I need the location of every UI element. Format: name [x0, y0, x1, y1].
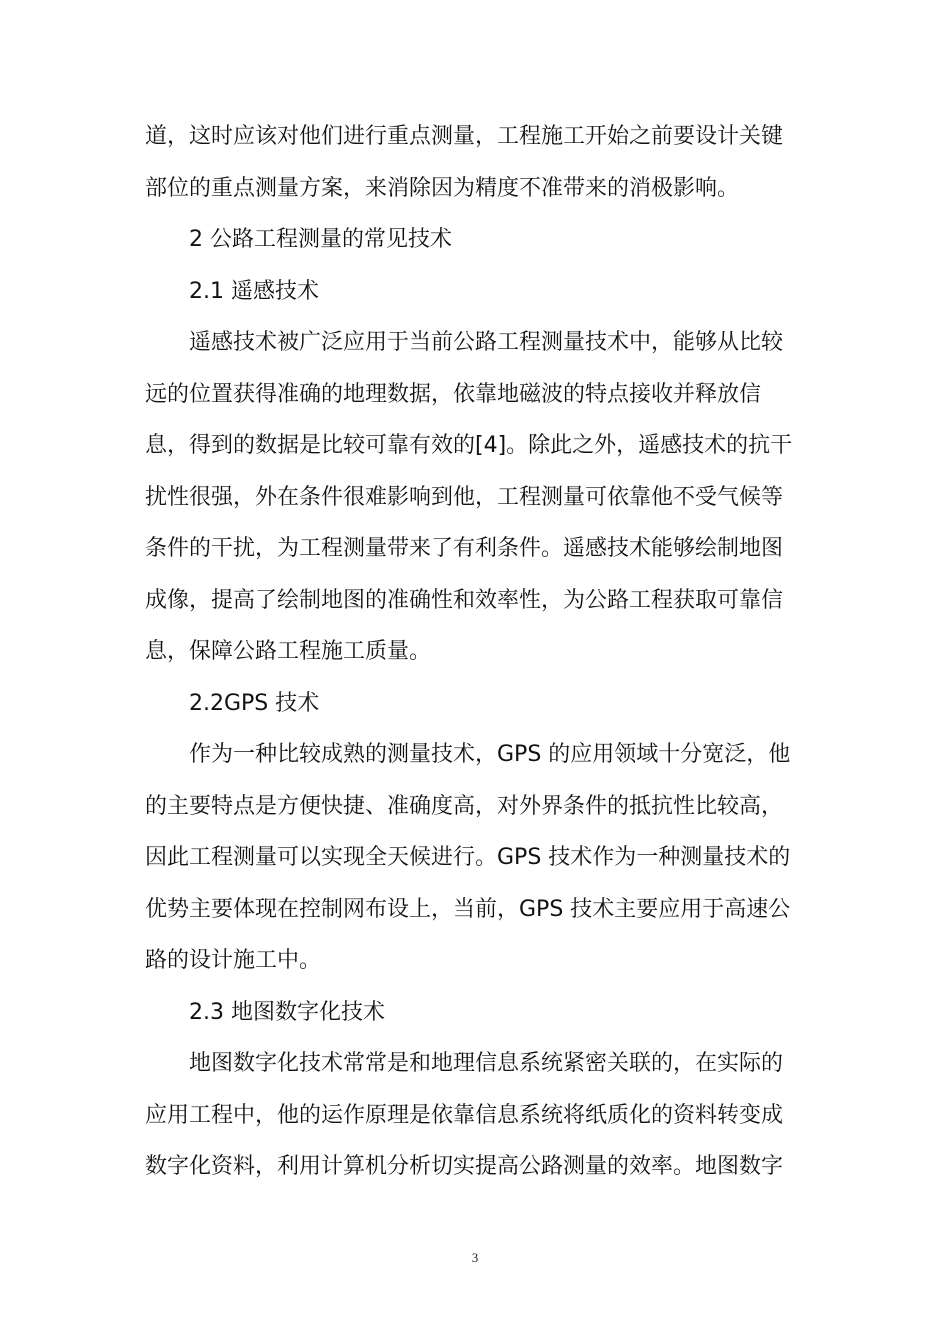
- text-line: 数字化资料，利用计算机分析切实提高公路测量的效率。地图数字: [145, 1154, 784, 1179]
- text-line: 息，保障公路工程施工质量。: [145, 639, 432, 664]
- text-line: 2.1 遥感技术: [189, 278, 319, 304]
- text-line: 部位的重点测量方案，来消除因为精度不准带来的消极影响。: [145, 175, 740, 201]
- text-line: 息，得到的数据是比较可靠有效的[4]。除此之外，遥感技术的抗干: [145, 433, 793, 458]
- body-text: [145, 111, 795, 1193]
- text-line: 应用工程中，他的运作原理是依靠信息系统将纸质化的资料转变成: [145, 1102, 784, 1128]
- text-line: 的主要特点是方便快捷、准确度高，对外界条件的抵抗性比较高，: [145, 793, 784, 819]
- text-line: 遥感技术被广泛应用于当前公路工程测量技术中，能够从比较: [189, 330, 784, 355]
- text-line: 成像，提高了绘制地图的准确性和效率性，为公路工程获取可靠信: [145, 587, 784, 613]
- text-line: 扰性很强，外在条件很难影响到他，工程测量可依靠他不受气候等: [145, 484, 784, 510]
- text-line: 路的设计施工中。: [145, 948, 322, 973]
- text-line: 条件的干扰，为工程测量带来了有利条件。遥感技术能够绘制地图: [145, 536, 784, 561]
- text-line: 2.2GPS 技术: [189, 690, 320, 716]
- text-line: 优势主要体现在控制网布设上，当前，GPS 技术主要应用于高速公: [145, 896, 791, 922]
- text-line: 作为一种比较成熟的测量技术，GPS 的应用领域十分宽泛，他: [189, 742, 791, 767]
- text-line: 因此工程测量可以实现全天候进行。GPS 技术作为一种测量技术的: [145, 845, 791, 870]
- text-line: 地图数字化技术常常是和地理信息系统紧密关联的，在实际的: [189, 1051, 784, 1076]
- text-line: 2.3 地图数字化技术: [189, 999, 385, 1025]
- text-line: 远的位置获得准确的地理数据，依靠地磁波的特点接收并释放信: [145, 381, 762, 407]
- text-line: 道，这时应该对他们进行重点测量，工程施工开始之前要设计关键: [145, 124, 784, 149]
- text-line: 2 公路工程测量的常见技术: [189, 227, 452, 252]
- page-number: 3: [471, 1250, 479, 1265]
